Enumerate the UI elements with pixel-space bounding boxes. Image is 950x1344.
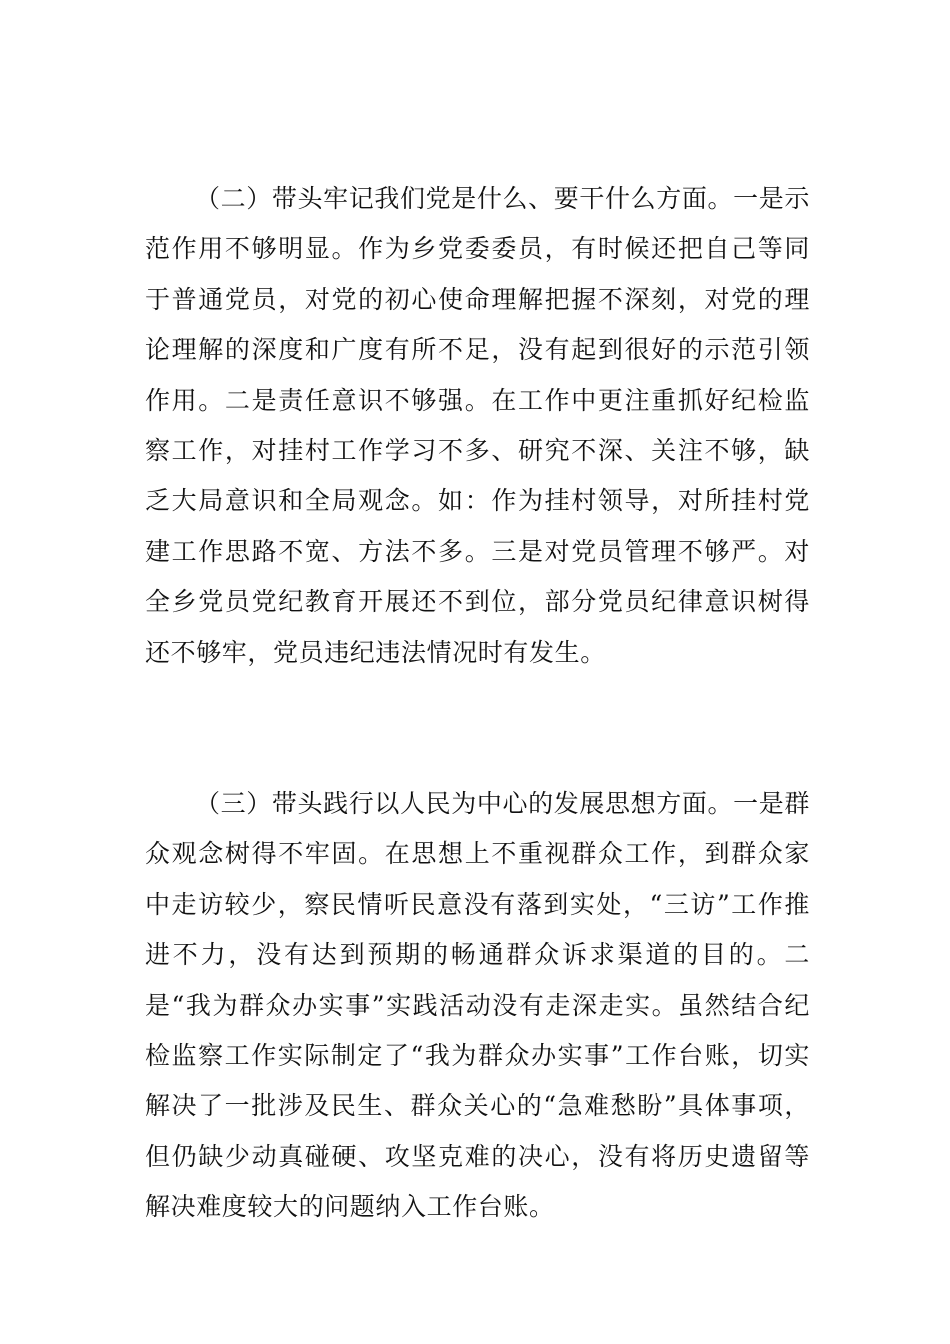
paragraph-section-three: （三）带头践行以人民为中心的发展思想方面。一是群众观念树得不牢固。在思想上不重视群众工作，到群众家中走访较少，察民情听民意没有落到实处，“三访”工作推进不力，没有达到预期的畅通群众诉求渠道的目的。二是“我为群众办实事”实践活动没有走深走实。虽然结合纪检监察工作实际制定了“我为群众办实事”工作台账，切实解决了一批涉及民生、群众关心的“急难愁盼”具体事项，但仍缺少动真碰硬、攻坚克难的决心，没有将历史遗留等解决难度较大的问题纳入工作台账。 — [145, 789, 810, 1222]
paragraph-section-two: （二）带头牢记我们党是什么、要干什么方面。一是示范作用不够明显。作为乡党委委员，有时候还把自己等同于普通党员，对党的初心使命理解把握不深刻，对党的理论理解的深度和广度有所不足，没有起到很好的示范引领作用。二是责任意识不够强。在工作中更注重抓好纪检监察工作，对挂村工作学习不多、研究不深、关注不够，缺乏大局意识和全局观念。如：作为挂村领导，对所挂村党建工作思路不宽、方法不多。三是对党员管理不够严。对全乡党员党纪教育开展还不到位，部分党员纪律意识树得还不够牢，党员违纪违法情况时有发生。 — [145, 184, 810, 667]
